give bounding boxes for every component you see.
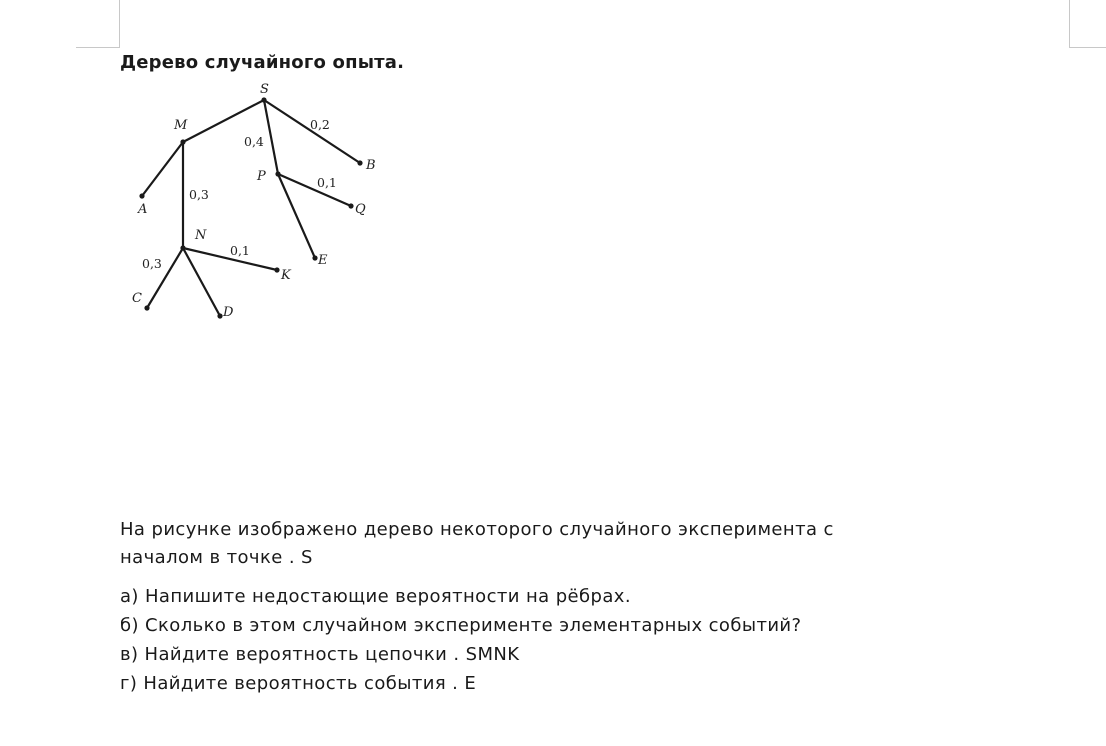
crop-mark-top-left-horizontal bbox=[76, 47, 120, 48]
question-a: а) Напишите недостающие вероятности на рёбрах. bbox=[120, 586, 631, 607]
edge-m-a bbox=[142, 142, 183, 196]
node-label-d: D bbox=[223, 305, 234, 320]
crop-mark-top-right-vertical bbox=[1069, 0, 1070, 48]
edge-label-m-n: 0,3 bbox=[189, 187, 209, 202]
node-dot-d bbox=[217, 313, 222, 318]
node-dot-q bbox=[348, 203, 353, 208]
question-c: в) Найдите вероятность цепочки . SMNK bbox=[120, 644, 520, 665]
edge-label-n-k: 0,1 bbox=[230, 243, 250, 258]
node-label-a: A bbox=[138, 202, 148, 217]
node-dot-k bbox=[274, 267, 279, 272]
crop-mark-top-left-vertical bbox=[119, 0, 120, 48]
node-dot-a bbox=[139, 193, 144, 198]
edge-label-p-q: 0,1 bbox=[317, 175, 337, 190]
problem-intro-line-1: На рисунке изображено дерево некоторого случайного эксперимента с bbox=[120, 519, 834, 540]
node-dot-c bbox=[144, 305, 149, 310]
problem-intro-line-2: началом в точке . S bbox=[120, 547, 313, 568]
node-dot-p bbox=[275, 171, 280, 176]
edge-n-d bbox=[183, 248, 220, 316]
node-label-q: Q bbox=[355, 202, 366, 217]
node-label-c: C bbox=[132, 291, 142, 306]
node-dot-b bbox=[357, 160, 362, 165]
node-label-b: B bbox=[366, 158, 376, 173]
node-dot-s bbox=[261, 97, 266, 102]
node-dot-n bbox=[180, 245, 185, 250]
probability-tree-diagram bbox=[120, 78, 420, 328]
node-label-p: P bbox=[257, 169, 266, 184]
node-label-s: S bbox=[260, 82, 269, 97]
edge-label-s-b: 0,2 bbox=[310, 117, 330, 132]
node-label-n: N bbox=[195, 228, 207, 243]
crop-mark-top-right-horizontal bbox=[1069, 47, 1106, 48]
edge-label-s-p: 0,4 bbox=[244, 134, 264, 149]
node-dot-m bbox=[180, 139, 185, 144]
edge-s-p bbox=[264, 100, 278, 174]
node-dot-e bbox=[312, 255, 317, 260]
problem-text bbox=[120, 516, 1060, 698]
question-d: г) Найдите вероятность события . E bbox=[120, 673, 477, 694]
node-label-e: E bbox=[318, 253, 328, 268]
node-label-k: K bbox=[281, 268, 291, 283]
problem-intro bbox=[120, 516, 1060, 572]
document-title: Дерево случайного опыта. bbox=[120, 52, 405, 73]
question-b: б) Сколько в этом случайном эксперименте элементарных событий? bbox=[120, 615, 802, 636]
edge-label-n-c: 0,3 bbox=[142, 256, 162, 271]
node-label-m: M bbox=[174, 118, 188, 133]
